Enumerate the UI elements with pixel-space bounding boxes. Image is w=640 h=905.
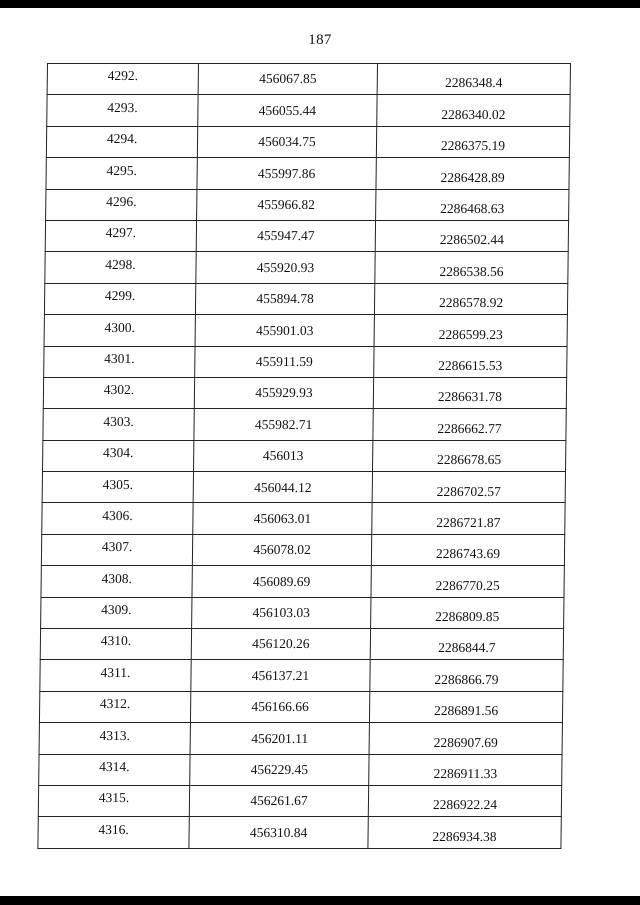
y-coordinate-text: 2286721.87 xyxy=(436,514,501,530)
point-number-text: 4313. xyxy=(99,727,131,743)
x-coordinate-cell xyxy=(192,534,371,565)
y-coordinate-text: 2286934.38 xyxy=(432,828,497,844)
x-coordinate-text: 455966.82 xyxy=(257,197,316,212)
table-row xyxy=(45,220,568,251)
point-number-text: 4304. xyxy=(102,445,134,461)
x-coordinate-cell xyxy=(197,126,376,157)
x-coordinate-cell xyxy=(195,346,374,377)
y-coordinate-cell xyxy=(377,95,570,126)
table-row xyxy=(46,189,569,220)
point-number-cell xyxy=(43,440,194,471)
y-coordinate-cell xyxy=(373,377,566,408)
y-coordinate-cell xyxy=(371,534,564,565)
y-coordinate-cell xyxy=(375,220,568,251)
table-row xyxy=(41,566,564,597)
scan-border-top xyxy=(0,0,640,8)
y-coordinate-text: 2286911.33 xyxy=(433,766,498,782)
table-row xyxy=(45,252,568,283)
x-coordinate-cell xyxy=(190,691,369,722)
point-number-text: 4309. xyxy=(101,602,132,618)
x-coordinate-cell xyxy=(196,220,375,251)
x-coordinate-cell xyxy=(191,629,370,660)
y-coordinate-text: 2286348.4 xyxy=(444,75,503,91)
x-coordinate-cell xyxy=(194,440,373,471)
point-number-cell xyxy=(45,220,196,251)
point-number-cell xyxy=(39,754,190,785)
x-coordinate-text: 455901.03 xyxy=(255,322,314,338)
y-coordinate-text: 2286631.78 xyxy=(437,389,503,405)
x-coordinate-text: 455997.86 xyxy=(257,165,316,181)
point-number-text: 4315. xyxy=(98,790,130,806)
x-coordinate-text: 456089.69 xyxy=(252,573,311,589)
y-coordinate-cell xyxy=(369,691,562,722)
x-coordinate-text: 455982.71 xyxy=(254,416,313,432)
y-coordinate-cell xyxy=(368,817,561,848)
page-number: 187 xyxy=(308,32,332,48)
y-coordinate-cell xyxy=(371,597,564,628)
y-coordinate-text: 2286428.89 xyxy=(440,169,505,185)
y-coordinate-cell xyxy=(370,660,563,691)
table-row xyxy=(39,691,562,722)
x-coordinate-text: 456166.66 xyxy=(251,699,309,715)
x-coordinate-text: 456067.85 xyxy=(259,71,317,87)
point-number-cell xyxy=(43,409,194,440)
x-coordinate-cell xyxy=(194,377,373,408)
point-number-text: 4299. xyxy=(104,288,136,304)
scan-border-bottom xyxy=(0,896,640,905)
y-coordinate-cell xyxy=(372,503,565,534)
y-coordinate-text: 2286866.79 xyxy=(434,671,499,687)
point-number-cell xyxy=(39,723,190,754)
point-number-text: 4303. xyxy=(103,413,134,429)
point-number-text: 4311. xyxy=(100,664,131,680)
x-coordinate-cell xyxy=(189,785,368,816)
table-row xyxy=(44,283,567,314)
point-number-cell xyxy=(43,377,194,408)
point-number-text: 4316. xyxy=(98,821,129,837)
point-number-cell xyxy=(41,597,192,628)
point-number-text: 4308. xyxy=(101,570,132,586)
table-row xyxy=(41,534,564,565)
point-number-cell xyxy=(40,660,191,691)
y-coordinate-cell xyxy=(373,440,566,471)
point-number-cell xyxy=(42,472,193,503)
point-number-cell xyxy=(44,315,195,346)
x-coordinate-cell xyxy=(192,566,371,597)
x-coordinate-text: 456201.11 xyxy=(251,730,309,746)
table-row xyxy=(43,377,566,408)
table-row xyxy=(44,346,567,377)
x-coordinate-cell xyxy=(191,660,370,691)
point-number-cell xyxy=(46,126,197,157)
point-number-text: 4295. xyxy=(106,162,137,178)
y-coordinate-text: 2286502.44 xyxy=(439,232,504,248)
y-coordinate-text: 2286340.02 xyxy=(441,106,506,122)
point-number-text: 4297. xyxy=(105,225,137,241)
x-coordinate-text: 455894.78 xyxy=(256,291,314,307)
point-number-cell xyxy=(39,691,190,722)
x-coordinate-text: 455911.59 xyxy=(255,353,313,369)
x-coordinate-text: 456063.01 xyxy=(253,510,312,526)
point-number-cell xyxy=(41,566,192,597)
x-coordinate-cell xyxy=(190,754,369,785)
coordinate-table-body xyxy=(38,64,571,849)
table-row xyxy=(38,785,561,816)
x-coordinate-cell xyxy=(189,817,368,848)
y-coordinate-text: 2286809.85 xyxy=(435,609,500,625)
y-coordinate-text: 2286743.69 xyxy=(435,546,501,562)
point-number-text: 4301. xyxy=(104,350,135,366)
x-coordinate-text: 456044.12 xyxy=(254,479,312,495)
y-coordinate-text: 2286702.57 xyxy=(436,483,501,499)
x-coordinate-cell xyxy=(197,158,376,189)
point-number-cell xyxy=(47,95,198,126)
x-coordinate-cell xyxy=(193,503,372,534)
x-coordinate-text: 456013 xyxy=(262,448,304,464)
x-coordinate-cell xyxy=(195,315,374,346)
x-coordinate-text: 455920.93 xyxy=(256,259,315,275)
point-number-text: 4314. xyxy=(99,759,130,775)
y-coordinate-cell xyxy=(376,126,569,157)
x-coordinate-cell xyxy=(198,64,377,95)
y-coordinate-cell xyxy=(369,723,562,754)
y-coordinate-cell xyxy=(375,252,568,283)
table-row xyxy=(44,315,567,346)
point-number-cell xyxy=(45,252,196,283)
x-coordinate-text: 456310.84 xyxy=(249,824,308,840)
x-coordinate-cell xyxy=(198,95,377,126)
coordinate-table-container xyxy=(38,63,567,844)
point-number-text: 4305. xyxy=(102,476,134,492)
x-coordinate-cell xyxy=(197,189,376,220)
table-row xyxy=(40,629,563,660)
point-number-cell xyxy=(46,158,197,189)
x-coordinate-cell xyxy=(194,409,373,440)
point-number-text: 4294. xyxy=(106,131,138,147)
y-coordinate-cell xyxy=(370,629,563,660)
table-row xyxy=(46,126,569,157)
y-coordinate-text: 2286375.19 xyxy=(440,138,506,154)
y-coordinate-text: 2286907.69 xyxy=(433,734,498,750)
x-coordinate-text: 456078.02 xyxy=(253,542,311,558)
y-coordinate-text: 2286662.77 xyxy=(437,420,502,436)
table-row xyxy=(47,95,570,126)
y-coordinate-text: 2286678.65 xyxy=(436,452,502,468)
y-coordinate-cell xyxy=(374,346,567,377)
point-number-cell xyxy=(46,189,197,220)
point-number-text: 4298. xyxy=(105,256,136,272)
y-coordinate-text: 2286770.25 xyxy=(435,577,500,593)
point-number-text: 4293. xyxy=(107,99,138,115)
point-number-cell xyxy=(41,534,192,565)
table-row xyxy=(46,158,569,189)
point-number-cell xyxy=(42,503,193,534)
x-coordinate-text: 456034.75 xyxy=(258,134,316,150)
point-number-cell xyxy=(40,629,191,660)
x-coordinate-text: 456120.26 xyxy=(252,636,310,652)
table-row xyxy=(43,440,566,471)
point-number-cell xyxy=(38,785,189,816)
point-number-text: 4312. xyxy=(99,696,131,712)
y-coordinate-text: 2286844.7 xyxy=(438,640,496,656)
y-coordinate-cell xyxy=(377,64,570,95)
point-number-text: 4307. xyxy=(101,539,133,555)
x-coordinate-text: 456103.03 xyxy=(252,605,311,621)
y-coordinate-cell xyxy=(371,566,564,597)
y-coordinate-cell xyxy=(372,472,565,503)
y-coordinate-cell xyxy=(368,785,561,816)
x-coordinate-cell xyxy=(195,283,374,314)
table-row xyxy=(42,472,565,503)
table-row xyxy=(40,660,563,691)
point-number-cell xyxy=(38,817,189,848)
point-number-text: 4306. xyxy=(102,507,133,523)
y-coordinate-text: 2286891.56 xyxy=(433,703,499,719)
point-number-text: 4310. xyxy=(100,633,132,649)
x-coordinate-text: 456229.45 xyxy=(250,762,309,778)
y-coordinate-cell xyxy=(376,189,569,220)
point-number-text: 4300. xyxy=(104,319,136,335)
point-number-text: 4302. xyxy=(103,382,135,398)
table-row xyxy=(43,409,566,440)
y-coordinate-cell xyxy=(373,409,566,440)
y-coordinate-cell xyxy=(369,754,562,785)
x-coordinate-text: 456137.21 xyxy=(251,667,310,683)
y-coordinate-text: 2286922.24 xyxy=(432,797,498,813)
table-row xyxy=(47,64,570,95)
point-number-cell xyxy=(44,283,195,314)
point-number-cell xyxy=(44,346,195,377)
y-coordinate-cell xyxy=(376,158,569,189)
x-coordinate-text: 456261.67 xyxy=(250,793,308,809)
point-number-text: 4292. xyxy=(107,68,139,84)
table-row xyxy=(39,723,562,754)
x-coordinate-cell xyxy=(193,472,372,503)
x-coordinate-text: 456055.44 xyxy=(258,102,317,118)
y-coordinate-text: 2286538.56 xyxy=(439,263,504,279)
table-row xyxy=(41,597,564,628)
x-coordinate-cell xyxy=(190,723,369,754)
table-row xyxy=(39,754,562,785)
y-coordinate-cell xyxy=(374,283,567,314)
y-coordinate-text: 2286578.92 xyxy=(438,295,504,311)
y-coordinate-text: 2286615.53 xyxy=(438,357,503,373)
x-coordinate-cell xyxy=(192,597,371,628)
y-coordinate-cell xyxy=(374,315,567,346)
coordinate-table xyxy=(37,63,571,849)
table-row xyxy=(42,503,565,534)
point-number-text: 4296. xyxy=(106,194,137,209)
y-coordinate-text: 2286599.23 xyxy=(438,326,503,342)
table-row xyxy=(38,817,561,848)
x-coordinate-text: 455947.47 xyxy=(257,228,315,244)
x-coordinate-text: 455929.93 xyxy=(255,385,313,401)
point-number-cell xyxy=(47,64,198,95)
x-coordinate-cell xyxy=(196,252,375,283)
y-coordinate-text: 2286468.63 xyxy=(440,201,505,216)
